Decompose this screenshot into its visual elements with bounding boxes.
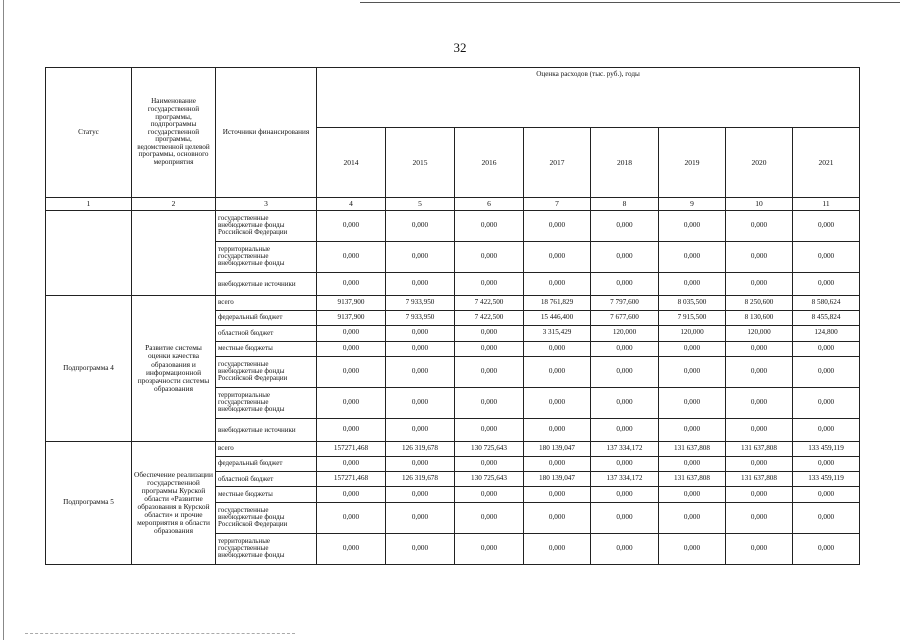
amount-cell: 0,000 [386, 418, 455, 441]
funding-source-cell: местные бюджеты [216, 487, 317, 502]
amount-cell: 0,000 [524, 241, 591, 272]
amount-cell: 0,000 [726, 241, 793, 272]
amount-cell: 131 637,808 [726, 472, 793, 487]
amount-cell: 0,000 [455, 456, 524, 471]
column-number: 6 [455, 198, 524, 211]
amount-cell: 8 035,500 [659, 296, 726, 310]
column-number: 2 [132, 198, 216, 211]
amount-cell: 0,000 [726, 387, 793, 418]
table-row [46, 211, 860, 242]
header-estimate: Оценка расходов (тыс. руб.), годы [317, 68, 860, 128]
amount-cell: 9137,900 [317, 296, 386, 310]
amount-cell: 0,000 [591, 341, 659, 356]
amount-cell: 0,000 [726, 456, 793, 471]
amount-cell: 8 580,624 [793, 296, 860, 310]
program-name-cell: Развитие системы оценки качества образования и информационной прозрачности системы образования [132, 296, 216, 442]
column-number: 7 [524, 198, 591, 211]
table-row [46, 296, 860, 310]
amount-cell: 0,000 [726, 211, 793, 242]
amount-cell: 7 915,500 [659, 310, 726, 325]
funding-source-cell: внебюджетные источники [216, 272, 317, 295]
amount-cell: 0,000 [591, 241, 659, 272]
header-name: Наименование государственной программы, подпрограммы государственной программы, ведомственной целевой программы, основного мероприятия [132, 68, 216, 198]
funding-source-cell: федеральный бюджет [216, 456, 317, 471]
column-number: 9 [659, 198, 726, 211]
amount-cell: 0,000 [793, 456, 860, 471]
amount-cell: 0,000 [591, 418, 659, 441]
amount-cell: 0,000 [455, 241, 524, 272]
amount-cell: 3 315,429 [524, 326, 591, 341]
amount-cell: 0,000 [455, 341, 524, 356]
amount-cell: 0,000 [386, 241, 455, 272]
amount-cell: 0,000 [659, 502, 726, 533]
amount-cell: 126 319,678 [386, 442, 455, 456]
amount-cell: 0,000 [386, 533, 455, 564]
scan-artifact [25, 633, 295, 636]
year-header: 2015 [386, 128, 455, 198]
expenditure-table [45, 67, 860, 565]
program-name-cell [132, 211, 216, 296]
amount-cell: 9137,900 [317, 310, 386, 325]
column-number: 1 [46, 198, 132, 211]
year-header: 2016 [455, 128, 524, 198]
program-name-cell: Обеспечение реализации государственной программы Курской области «Развитие образования в Курской области» и прочие мероприятия в области образования [132, 442, 216, 565]
amount-cell: 7 677,600 [591, 310, 659, 325]
amount-cell: 120,000 [659, 326, 726, 341]
amount-cell: 18 761,829 [524, 296, 591, 310]
amount-cell: 0,000 [386, 356, 455, 387]
amount-cell: 0,000 [386, 456, 455, 471]
amount-cell: 0,000 [591, 272, 659, 295]
amount-cell: 0,000 [591, 356, 659, 387]
amount-cell: 0,000 [455, 356, 524, 387]
amount-cell: 0,000 [659, 418, 726, 441]
funding-source-cell: федеральный бюджет [216, 310, 317, 325]
amount-cell: 0,000 [524, 456, 591, 471]
amount-cell: 0,000 [524, 533, 591, 564]
amount-cell: 8 455,824 [793, 310, 860, 325]
amount-cell: 0,000 [726, 487, 793, 502]
amount-cell: 0,000 [659, 211, 726, 242]
year-header: 2019 [659, 128, 726, 198]
amount-cell: 0,000 [524, 387, 591, 418]
amount-cell: 180 139,047 [524, 472, 591, 487]
amount-cell: 0,000 [524, 487, 591, 502]
amount-cell: 130 725,643 [455, 472, 524, 487]
amount-cell: 0,000 [455, 387, 524, 418]
status-cell: Подпрограмма 5 [46, 442, 132, 565]
amount-cell: 120,000 [726, 326, 793, 341]
amount-cell: 180 139,047 [524, 442, 591, 456]
amount-cell: 0,000 [726, 272, 793, 295]
amount-cell: 0,000 [793, 487, 860, 502]
amount-cell: 0,000 [591, 387, 659, 418]
amount-cell: 0,000 [726, 418, 793, 441]
column-number: 11 [793, 198, 860, 211]
amount-cell: 0,000 [524, 502, 591, 533]
column-number-row [46, 198, 860, 211]
page-number: 32 [453, 40, 467, 55]
amount-cell: 0,000 [455, 533, 524, 564]
amount-cell: 0,000 [659, 533, 726, 564]
amount-cell: 0,000 [317, 341, 386, 356]
amount-cell: 0,000 [659, 356, 726, 387]
amount-cell: 0,000 [591, 502, 659, 533]
amount-cell: 120,000 [591, 326, 659, 341]
amount-cell: 0,000 [793, 533, 860, 564]
amount-cell: 0,000 [386, 487, 455, 502]
funding-source-cell: государственные внебюджетные фонды Российской Федерации [216, 502, 317, 533]
amount-cell: 0,000 [524, 341, 591, 356]
amount-cell: 0,000 [386, 387, 455, 418]
amount-cell: 0,000 [317, 326, 386, 341]
amount-cell: 131 637,808 [659, 442, 726, 456]
column-number: 3 [216, 198, 317, 211]
amount-cell: 124,800 [793, 326, 860, 341]
year-header: 2014 [317, 128, 386, 198]
amount-cell: 0,000 [591, 533, 659, 564]
column-number: 5 [386, 198, 455, 211]
amount-cell: 0,000 [455, 487, 524, 502]
column-number: 4 [317, 198, 386, 211]
amount-cell: 0,000 [317, 211, 386, 242]
amount-cell: 8 250,600 [726, 296, 793, 310]
amount-cell: 0,000 [793, 387, 860, 418]
funding-source-cell: областной бюджет [216, 326, 317, 341]
amount-cell: 0,000 [317, 272, 386, 295]
column-number: 10 [726, 198, 793, 211]
amount-cell: 8 130,600 [726, 310, 793, 325]
amount-cell: 7 422,500 [455, 310, 524, 325]
amount-cell: 157271,468 [317, 472, 386, 487]
amount-cell: 0,000 [386, 211, 455, 242]
amount-cell: 0,000 [524, 356, 591, 387]
amount-cell: 0,000 [726, 502, 793, 533]
funding-source-cell: всего [216, 296, 317, 310]
amount-cell: 0,000 [591, 487, 659, 502]
amount-cell: 0,000 [317, 533, 386, 564]
funding-source-cell: внебюджетные источники [216, 418, 317, 441]
amount-cell: 0,000 [726, 533, 793, 564]
column-number: 8 [591, 198, 659, 211]
amount-cell: 0,000 [793, 502, 860, 533]
year-header: 2017 [524, 128, 591, 198]
amount-cell: 7 933,950 [386, 310, 455, 325]
amount-cell: 0,000 [317, 502, 386, 533]
amount-cell: 0,000 [726, 341, 793, 356]
amount-cell: 137 334,172 [591, 442, 659, 456]
year-header: 2021 [793, 128, 860, 198]
amount-cell: 131 637,808 [726, 442, 793, 456]
funding-source-cell: областной бюджет [216, 472, 317, 487]
year-header: 2018 [591, 128, 659, 198]
amount-cell: 0,000 [386, 272, 455, 295]
amount-cell: 0,000 [455, 211, 524, 242]
funding-source-cell: всего [216, 442, 317, 456]
amount-cell: 0,000 [386, 326, 455, 341]
amount-cell: 0,000 [591, 211, 659, 242]
amount-cell: 0,000 [317, 241, 386, 272]
amount-cell: 137 334,172 [591, 472, 659, 487]
funding-source-cell: местные бюджеты [216, 341, 317, 356]
amount-cell: 0,000 [659, 272, 726, 295]
amount-cell: 0,000 [659, 456, 726, 471]
amount-cell: 0,000 [317, 356, 386, 387]
amount-cell: 0,000 [659, 341, 726, 356]
amount-cell: 0,000 [455, 502, 524, 533]
amount-cell: 0,000 [793, 418, 860, 441]
funding-source-cell: территориальные государственные внебюджетные фонды [216, 533, 317, 564]
amount-cell: 0,000 [386, 341, 455, 356]
amount-cell: 0,000 [524, 211, 591, 242]
amount-cell: 0,000 [455, 418, 524, 441]
funding-source-cell: государственные внебюджетные фонды Российской Федерации [216, 211, 317, 242]
amount-cell: 133 459,119 [793, 442, 860, 456]
amount-cell: 7 422,500 [455, 296, 524, 310]
amount-cell: 0,000 [524, 272, 591, 295]
amount-cell: 0,000 [793, 356, 860, 387]
amount-cell: 7 933,950 [386, 296, 455, 310]
funding-source-cell: территориальные государственные внебюджетные фонды [216, 241, 317, 272]
amount-cell: 0,000 [317, 456, 386, 471]
amount-cell: 0,000 [386, 502, 455, 533]
amount-cell: 0,000 [591, 456, 659, 471]
left-edge-line [3, 0, 4, 640]
header-sources: Источники финансирования [216, 68, 317, 198]
amount-cell: 157271,468 [317, 442, 386, 456]
amount-cell: 0,000 [455, 272, 524, 295]
top-rule [360, 2, 900, 3]
amount-cell: 0,000 [726, 356, 793, 387]
table-body [46, 211, 860, 565]
amount-cell: 0,000 [317, 487, 386, 502]
year-header: 2020 [726, 128, 793, 198]
status-cell [46, 211, 132, 296]
funding-source-cell: государственные внебюджетные фонды Российской Федерации [216, 356, 317, 387]
amount-cell: 126 319,678 [386, 472, 455, 487]
amount-cell: 0,000 [659, 241, 726, 272]
amount-cell: 0,000 [793, 211, 860, 242]
amount-cell: 7 797,600 [591, 296, 659, 310]
amount-cell: 133 459,119 [793, 472, 860, 487]
amount-cell: 0,000 [659, 487, 726, 502]
amount-cell: 0,000 [317, 387, 386, 418]
amount-cell: 131 637,808 [659, 472, 726, 487]
amount-cell: 0,000 [524, 418, 591, 441]
header-status: Статус [46, 68, 132, 198]
amount-cell: 0,000 [793, 272, 860, 295]
amount-cell: 0,000 [659, 387, 726, 418]
amount-cell: 15 446,400 [524, 310, 591, 325]
amount-cell: 0,000 [455, 326, 524, 341]
amount-cell: 0,000 [793, 341, 860, 356]
status-cell: Подпрограмма 4 [46, 296, 132, 442]
amount-cell: 0,000 [317, 418, 386, 441]
table-row [46, 442, 860, 456]
funding-source-cell: территориальные государственные внебюджетные фонды [216, 387, 317, 418]
amount-cell: 0,000 [793, 241, 860, 272]
amount-cell: 130 725,643 [455, 442, 524, 456]
